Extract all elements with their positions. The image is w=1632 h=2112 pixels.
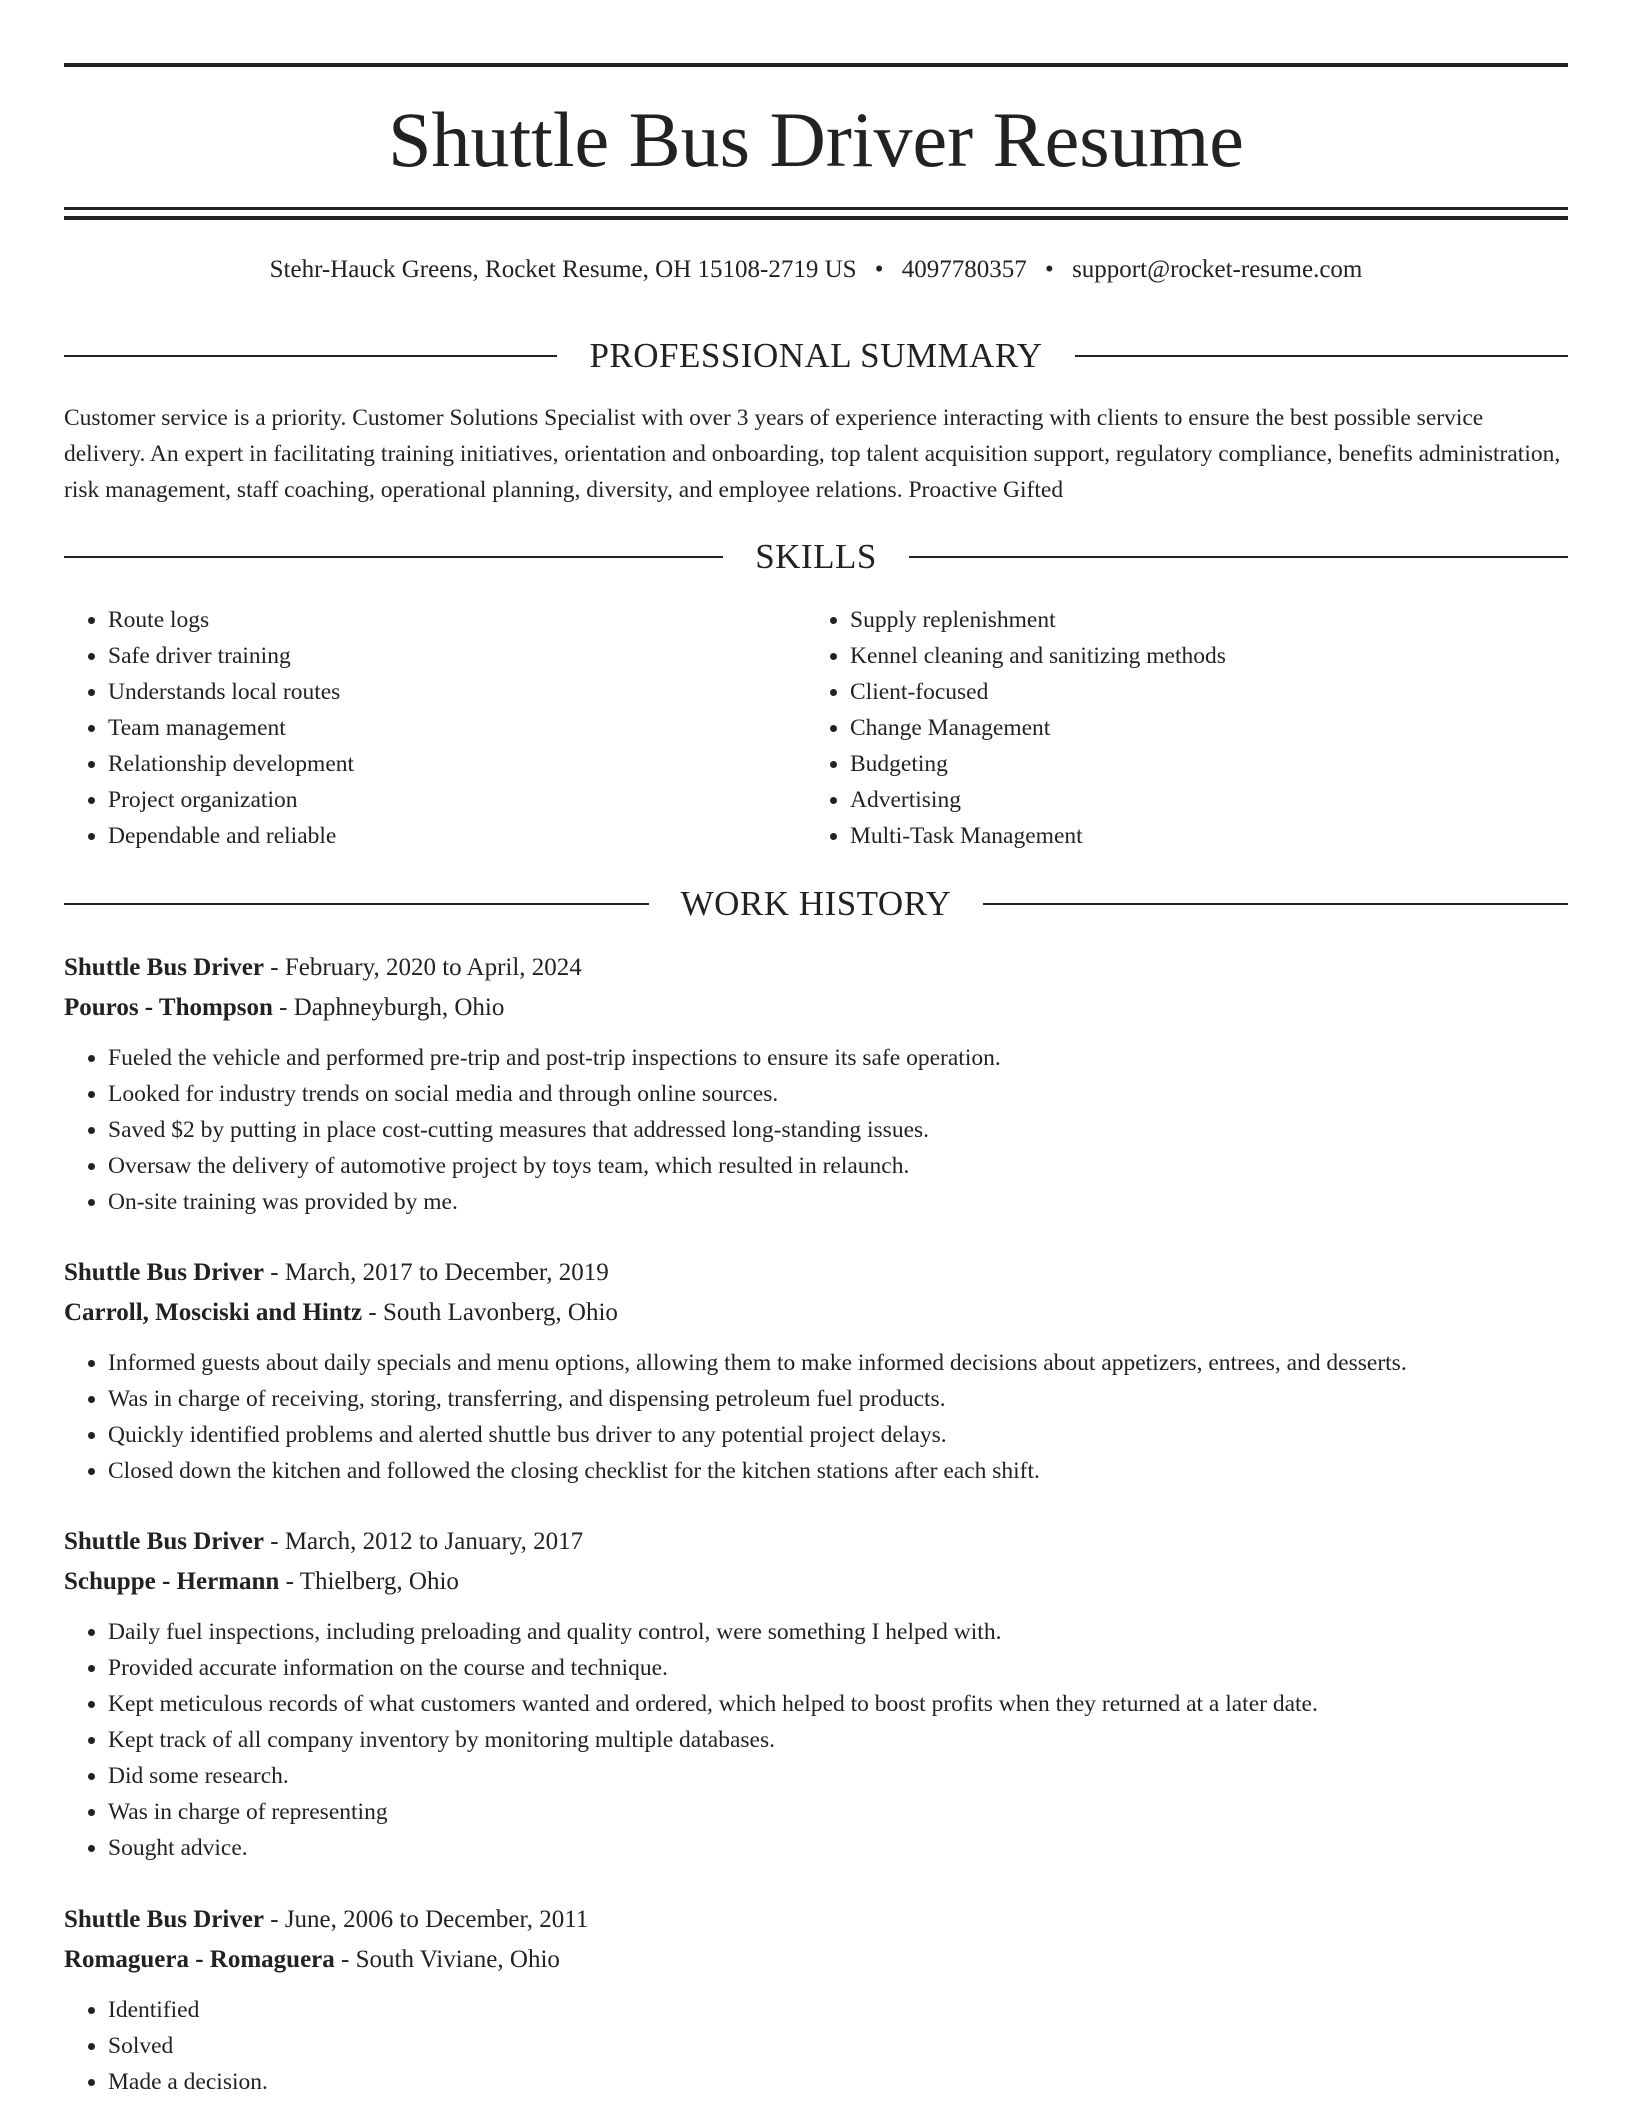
job-dash: -: [334, 1946, 356, 1973]
job-bullet: • Closed down the kitchen and followed the closing checklist for the kitchen stations after each shift.: [108, 1453, 1568, 1489]
contact-address: Stehr-Hauck Greens, Rocket Resume, OH 15108-2719 US: [269, 256, 857, 283]
job-entry: [64, 1253, 1568, 1489]
job-bullet: • Fueled the vehicle and performed pre-trip and post-trip inspections to ensure its safe operation.: [108, 1040, 1568, 1076]
header-top-rule: [64, 63, 1568, 67]
job-location: South Lavonberg, Ohio: [383, 1299, 618, 1326]
job-bullet: • Identified: [108, 1992, 1568, 2028]
heading-rule-left: [64, 903, 649, 905]
job-company: Romaguera - Romaguera: [64, 1946, 335, 1973]
skill-item: • Route logs: [108, 602, 806, 638]
work-history-heading-label: WORK HISTORY: [680, 884, 952, 923]
skill-item: • Supply replenishment: [850, 602, 1548, 638]
job-bullet: • Saved $2 by putting in place cost-cutting measures that addressed long-standing issues.: [108, 1112, 1568, 1148]
heading-rule-right: [909, 556, 1568, 558]
job-bullet: • Informed guests about daily specials and menu options, allowing them to make informed decisions about appetizers, entrees, and desserts.: [108, 1345, 1568, 1381]
skill-item: • Client-focused: [850, 674, 1548, 710]
job-location: Thielberg, Ohio: [299, 1568, 459, 1595]
job-dates: February, 2020 to April, 2024: [284, 954, 582, 981]
job-bullets: [64, 1040, 1568, 1220]
job-entry: [64, 1522, 1568, 1866]
job-title-line: [64, 1522, 1568, 1562]
job-title: Shuttle Bus Driver: [64, 954, 264, 981]
job-entry: [64, 1900, 1568, 2100]
skills-heading: [64, 535, 1568, 579]
job-bullet: • Sought advice.: [108, 1830, 1568, 1866]
job-location: Daphneyburgh, Ohio: [293, 994, 505, 1021]
job-company-line: [64, 1562, 1568, 1602]
job-bullet: • Kept track of all company inventory by monitoring multiple databases.: [108, 1722, 1568, 1758]
job-bullet: • Provided accurate information on the course and technique.: [108, 1650, 1568, 1686]
job-bullets: [64, 1614, 1568, 1866]
skill-item: • Team management: [108, 710, 806, 746]
job-bullet: • Oversaw the delivery of automotive project by toys team, which resulted in relaunch.: [108, 1148, 1568, 1184]
job-bullet: • Was in charge of receiving, storing, transferring, and dispensing petroleum fuel products.: [108, 1381, 1568, 1417]
job-company-line: [64, 988, 1568, 1028]
job-dash: -: [264, 1906, 285, 1933]
job-dates: March, 2017 to December, 2019: [284, 1259, 609, 1286]
summary-heading-label: PROFESSIONAL SUMMARY: [589, 336, 1043, 375]
heading-rule-left: [64, 355, 557, 357]
contact-phone: 4097780357: [901, 256, 1027, 283]
summary-text: Customer service is a priority. Customer Solutions Specialist with over 3 years of experience interacting with clients to ensure the best possible service delivery. An expert in facilitating training initiatives, orientation and onboarding, top talent acquisition support, regulatory compliance, benefits administration, risk management, staff coaching, operational planning, diversity, and employee relations. Proactive Gifted: [64, 405, 1561, 503]
header-bottom-rule-lower: [64, 216, 1568, 220]
job-company: Pouros - Thompson: [64, 994, 273, 1021]
contact-separator: •: [874, 256, 884, 283]
job-entry: [64, 948, 1568, 1220]
job-company-line: [64, 1940, 1568, 1980]
job-bullet: • Looked for industry trends on social media and through online sources.: [108, 1076, 1568, 1112]
job-dash: -: [264, 1528, 285, 1555]
contact-line: [64, 252, 1568, 288]
job-company: Carroll, Mosciski and Hintz: [64, 1299, 363, 1326]
job-dates: March, 2012 to January, 2017: [284, 1528, 584, 1555]
job-bullet: • Daily fuel inspections, including preloading and quality control, were something I helped with.: [108, 1614, 1568, 1650]
job-bullet: • On-site training was provided by me.: [108, 1184, 1568, 1220]
job-dates: June, 2006 to December, 2011: [284, 1906, 589, 1933]
contact-separator: •: [1045, 256, 1054, 283]
resume-title: Shuttle Bus Driver Resume: [388, 96, 1244, 183]
job-title: Shuttle Bus Driver: [64, 1259, 264, 1286]
job-dash: -: [264, 954, 285, 981]
job-bullet: • Kept meticulous records of what customers wanted and ordered, which helped to boost profits when they returned at a later date.: [108, 1686, 1568, 1722]
skill-item: • Multi-Task Management: [850, 818, 1548, 854]
job-dash: -: [272, 994, 294, 1021]
skills-heading-label: SKILLS: [755, 537, 877, 576]
job-bullet: • Did some research.: [108, 1758, 1568, 1794]
job-location: South Viviane, Ohio: [355, 1946, 560, 1973]
heading-rule-right: [1075, 355, 1568, 357]
job-title: Shuttle Bus Driver: [64, 1528, 264, 1555]
job-company: Schuppe - Hermann: [64, 1568, 280, 1595]
job-title-line: [64, 1900, 1568, 1940]
job-bullet: • Solved: [108, 2028, 1568, 2064]
skill-item: • Safe driver training: [108, 638, 806, 674]
summary-heading: [64, 334, 1568, 378]
skill-item: • Relationship development: [108, 746, 806, 782]
skill-item: • Dependable and reliable: [108, 818, 806, 854]
work-history-heading: [64, 882, 1568, 926]
job-bullet: • Was in charge of representing: [108, 1794, 1568, 1830]
skills-list-left: [64, 602, 806, 854]
job-dash: -: [264, 1259, 285, 1286]
job-title: Shuttle Bus Driver: [64, 1906, 264, 1933]
job-dash: -: [279, 1568, 300, 1595]
heading-rule-left: [64, 556, 723, 558]
skill-item: • Advertising: [850, 782, 1548, 818]
skill-item: • Change Management: [850, 710, 1548, 746]
job-bullet: • Quickly identified problems and alerted shuttle bus driver to any potential project delays.: [108, 1417, 1568, 1453]
job-dash: -: [362, 1299, 383, 1326]
job-bullets: [64, 1992, 1568, 2100]
job-bullets: [64, 1345, 1568, 1489]
skill-item: • Understands local routes: [108, 674, 806, 710]
skill-item: • Project organization: [108, 782, 806, 818]
skill-item: • Kennel cleaning and sanitizing methods: [850, 638, 1548, 674]
header-bottom-rule-upper: [64, 207, 1568, 210]
skill-item: • Budgeting: [850, 746, 1548, 782]
job-title-line: [64, 1253, 1568, 1293]
job-company-line: [64, 1293, 1568, 1333]
heading-rule-right: [983, 903, 1568, 905]
skills-list-right: [806, 602, 1548, 854]
job-bullet: • Made a decision.: [108, 2064, 1568, 2100]
job-title-line: [64, 948, 1568, 988]
contact-email: support@rocket-resume.com: [1072, 256, 1363, 283]
skills-columns: [64, 602, 1568, 854]
